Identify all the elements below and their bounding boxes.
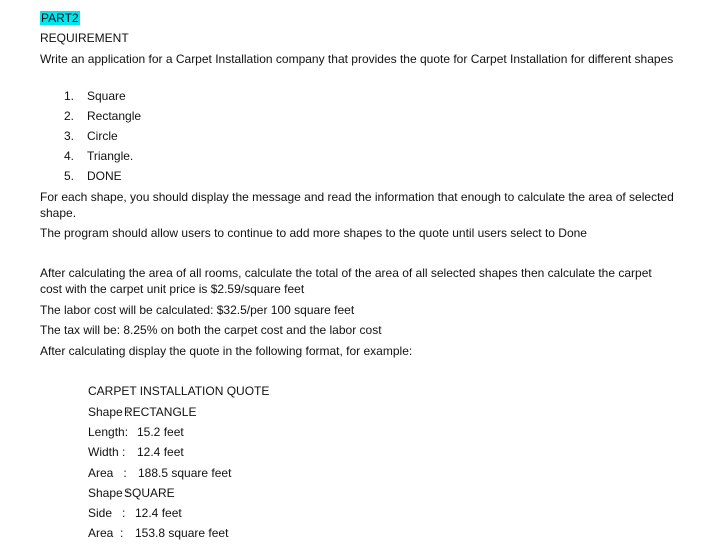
quote-line xyxy=(88,424,184,440)
labor-cost-line: The labor cost will be calculated: $32.5/per 100 square feet xyxy=(40,303,355,317)
quote-title: CARPET INSTALLATION QUOTE xyxy=(88,384,270,398)
menu-number: 1. xyxy=(64,89,75,103)
continue-paragraph: The program should allow users to continue to add more shapes to the quote until users select to Done xyxy=(40,226,587,240)
tax-line: The tax will be: 8.25% on both the carpet cost and the labor cost xyxy=(40,323,382,337)
total-paragraph: After calculating the area of all rooms, calculate the total of the area of all selected shapes then calculate the carpet cost with the carpet unit price is $2.59/square feet xyxy=(40,266,652,296)
menu-item-circle xyxy=(64,128,118,144)
quote-label: Side : xyxy=(88,506,126,520)
menu-item-triangle xyxy=(64,148,133,164)
menu-label: Square xyxy=(87,89,126,103)
menu-number: 4. xyxy=(64,149,75,163)
quote-label: Width : xyxy=(88,445,126,459)
quote-line xyxy=(88,404,196,420)
display-intro-line: After calculating display the quote in the following format, for example: xyxy=(40,344,413,358)
quote-label: Area : xyxy=(88,466,127,480)
part-heading xyxy=(40,10,80,26)
menu-label: Triangle. xyxy=(87,149,134,163)
quote-label: Area : xyxy=(88,526,124,540)
menu-number: 3. xyxy=(64,129,75,143)
quote-line xyxy=(88,525,228,541)
requirement-heading: REQUIREMENT xyxy=(40,31,129,45)
menu-number: 2. xyxy=(64,109,75,123)
quote-label: Shape : xyxy=(88,486,130,500)
quote-line xyxy=(88,485,175,501)
menu-item-done xyxy=(64,168,122,184)
quote-value: 153.8 square feet xyxy=(135,526,229,540)
menu-item-rectangle xyxy=(64,108,141,124)
menu-number: 5. xyxy=(64,169,75,183)
quote-line xyxy=(88,444,184,460)
quote-value: SQUARE xyxy=(124,486,175,500)
part-label: PART2 xyxy=(41,11,79,25)
quote-line xyxy=(88,465,231,481)
quote-value: 12.4 feet xyxy=(137,445,184,459)
menu-item-square xyxy=(64,88,126,104)
intro-paragraph: Write an application for a Carpet Installation company that provides the quote for Carpet Installation for different shapes xyxy=(40,52,674,66)
quote-value: 15.2 feet xyxy=(137,425,184,439)
menu-label: DONE xyxy=(87,169,122,183)
quote-value: RECTANGLE xyxy=(124,405,197,419)
shape-paragraph: For each shape, you should display the message and read the information that enough to calculate the area of selected shape. xyxy=(40,190,674,220)
quote-label: Shape : xyxy=(88,405,130,419)
quote-value: 188.5 square feet xyxy=(138,466,232,480)
menu-label: Rectangle xyxy=(87,109,142,123)
quote-label: Length: xyxy=(88,425,129,439)
quote-value: 12.4 feet xyxy=(135,506,182,520)
quote-line xyxy=(88,505,182,521)
menu-label: Circle xyxy=(87,129,118,143)
